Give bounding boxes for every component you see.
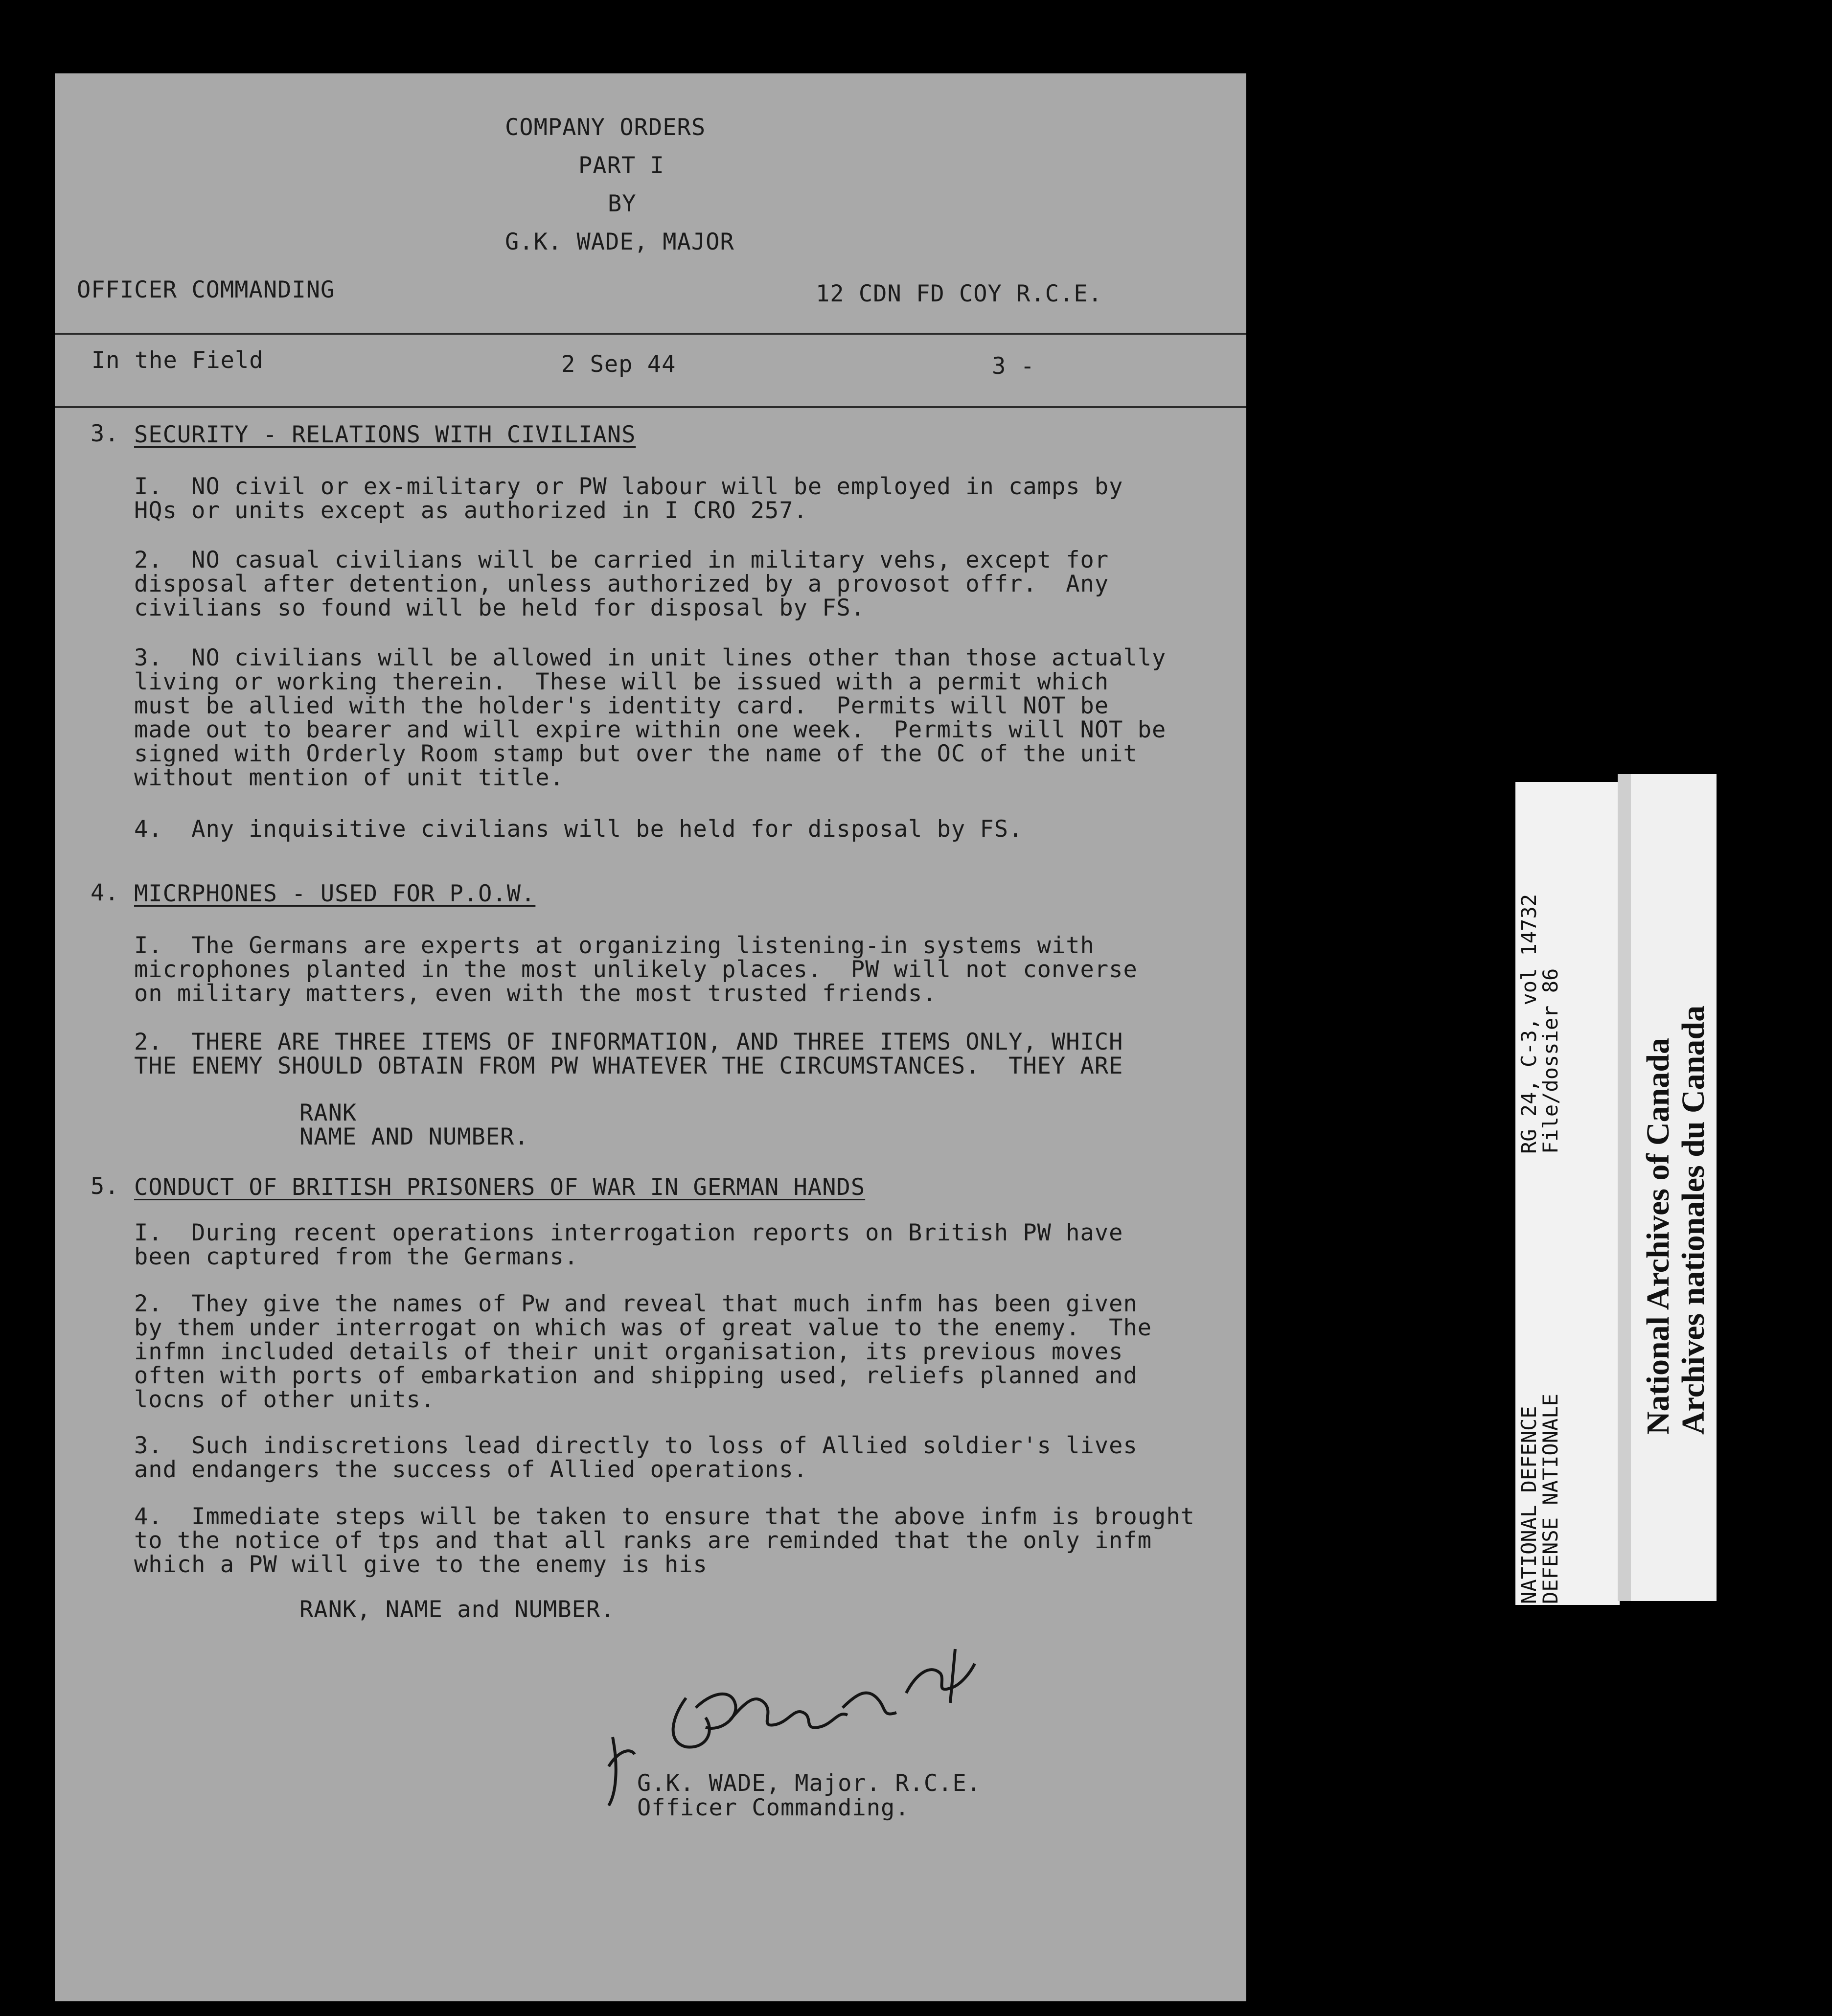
section-5-closing: RANK, NAME and NUMBER. (299, 1596, 615, 1623)
nac-french: Archives nationales du Canada (1675, 1005, 1711, 1435)
page-number: 3 - (992, 353, 1035, 380)
section-4-number: 4. (91, 879, 119, 906)
section-3-para-1-line-2: HQs or units except as authorized in I CRO 257. (134, 497, 808, 524)
section-4-para-1-line-3: on military matters, even with the most trusted friends. (134, 980, 937, 1007)
section-3-para-2-line-3: civilians so found will be held for disposal by FS. (134, 595, 866, 621)
section-4-list-rank: RANK (299, 1100, 357, 1126)
signatory-title: Officer Commanding. (637, 1794, 910, 1821)
section-5-para-2-line-5: locns of other units. (134, 1386, 435, 1413)
section-3-para-4-line-1: 4. Any inquisitive civilians will be held for disposal by FS. (134, 816, 1023, 843)
section-4-heading: MICRPHONES - USED FOR P.O.W. (134, 880, 536, 907)
section-4-para-2-line-1: 2. THERE ARE THREE ITEMS OF INFORMATION, AND THREE ITEMS ONLY, WHICH (134, 1029, 1123, 1055)
section-5-para-3-line-2: and endangers the success of Allied operations. (134, 1456, 808, 1483)
national-archives-strip (1631, 774, 1717, 1601)
section-5-para-1-line-1: I. During recent operations interrogation reports on British PW have (134, 1219, 1123, 1246)
section-3-para-2-line-2: disposal after detention, unless authorized by a provosot offr. Any (134, 571, 1109, 597)
orders-issuer: G.K. WADE, MAJOR (505, 229, 734, 255)
section-3-para-3-line-2: living or working therein. These will be issued with a permit which (134, 668, 1109, 695)
orders-part: PART I (578, 152, 664, 179)
section-4-list-name-number: NAME AND NUMBER. (299, 1123, 529, 1150)
section-3-para-3-line-5: signed with Orderly Room stamp but over the name of the OC of the unit (134, 740, 1138, 767)
section-3-heading: SECURITY - RELATIONS WITH CIVILIANS (134, 421, 636, 448)
section-5-number: 5. (91, 1173, 119, 1200)
signatory-name: G.K. WADE, Major. R.C.E. (637, 1770, 982, 1797)
section-3-para-3-line-1: 3. NO civilians will be allowed in unit lines other than those actually (134, 644, 1167, 671)
unit-designation: 12 CDN FD COY R.C.E. (816, 280, 1102, 307)
location-text: In the Field (92, 347, 264, 374)
section-3-para-3-line-3: must be allied with the holder's identity card. Permits will NOT be (134, 692, 1109, 719)
officer-commanding-label: OFFICER COMMANDING (77, 276, 335, 303)
section-5-para-2-line-1: 2. They give the names of Pw and reveal that much infm has been given (134, 1290, 1138, 1317)
section-5-para-1-line-2: been captured from the Germans. (134, 1243, 579, 1270)
archive-reference-strip (1515, 782, 1620, 1605)
section-4-para-1-line-2: microphones planted in the most unlikely places. PW will not converse (134, 956, 1138, 983)
section-4-para-2-line-2: THE ENEMY SHOULD OBTAIN FROM PW WHATEVER THE CIRCUMSTANCES. THEY ARE (134, 1053, 1123, 1079)
archive-ref-line-2: File/dossier 86 (1538, 968, 1562, 1154)
date-text: 2 Sep 44 (561, 351, 676, 378)
section-3-para-1-line-1: I. NO civil or ex-military or PW labour will be employed in camps by (134, 473, 1123, 500)
dept-line-1: NATIONAL DEFENCE (1517, 1406, 1541, 1604)
section-5-para-4-line-3: which a PW will give to the enemy is his (134, 1551, 708, 1578)
orders-title: COMPANY ORDERS (505, 114, 706, 141)
section-5-para-4-line-2: to the notice of tps and that all ranks are reminded that the only infm (134, 1527, 1152, 1554)
nac-english: National Archives of Canada (1640, 1037, 1676, 1435)
section-3-para-2-line-1: 2. NO casual civilians will be carried in military vehs, except for (134, 547, 1109, 573)
archive-ref-line-1: RG 24, C-3, vol 14732 (1517, 893, 1541, 1154)
orders-by: BY (608, 190, 637, 217)
section-5-para-2-line-3: infmn included details of their unit organisation, its previous moves (134, 1338, 1123, 1365)
section-3-para-3-line-4: made out to bearer and will expire within one week. Permits will NOT be (134, 716, 1167, 743)
header-rule-bottom (55, 406, 1246, 408)
section-3-para-3-line-6: without mention of unit title. (134, 764, 564, 791)
dept-line-2: DEFENSE NATIONALE (1538, 1394, 1562, 1604)
document-page (55, 73, 1246, 2001)
header-rule-top (55, 333, 1246, 335)
section-5-para-3-line-1: 3. Such indiscretions lead directly to loss of Allied soldier's lives (134, 1432, 1138, 1459)
section-5-heading: CONDUCT OF BRITISH PRISONERS OF WAR IN GERMAN HANDS (134, 1174, 866, 1201)
section-5-para-2-line-4: often with ports of embarkation and shipping used, reliefs planned and (134, 1362, 1138, 1389)
section-3-number: 3. (91, 420, 119, 447)
section-5-para-4-line-1: 4. Immediate steps will be taken to ensure that the above infm is brought (134, 1503, 1195, 1530)
section-5-para-2-line-2: by them under interrogat on which was of great value to the enemy. The (134, 1314, 1152, 1341)
label-divider (1618, 774, 1632, 1601)
section-4-para-1-line-1: I. The Germans are experts at organizing listening-in systems with (134, 932, 1095, 959)
